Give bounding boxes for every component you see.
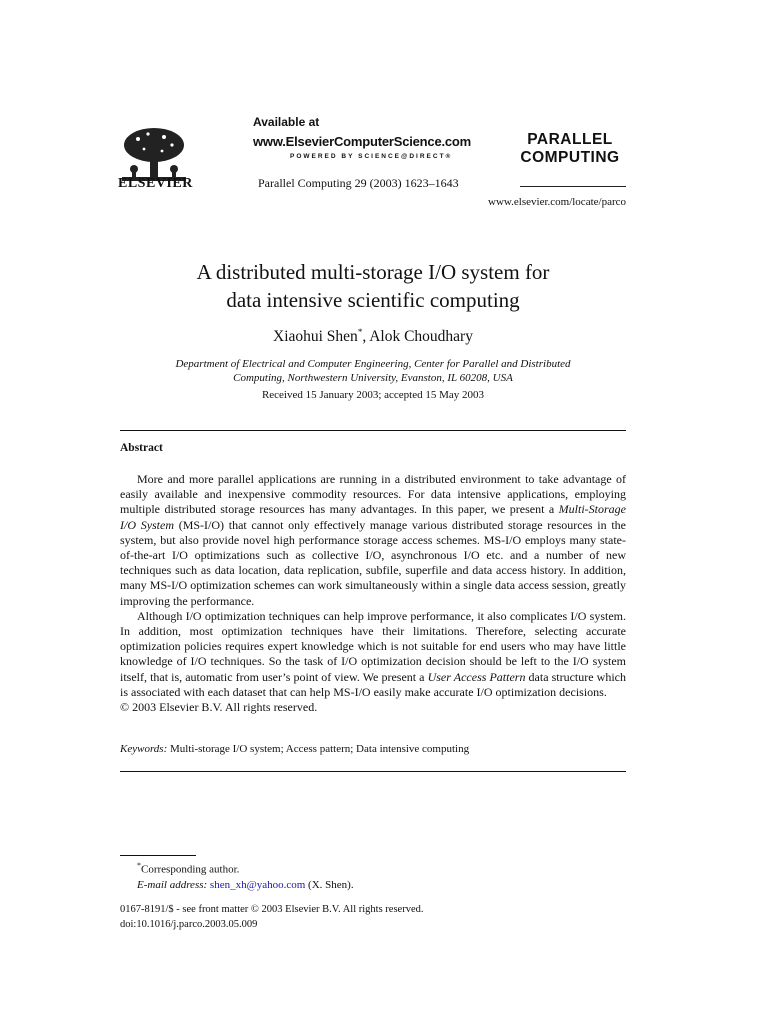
email-label: E-mail address: [137,878,208,891]
abstract-p2-emphasis: User Access Pattern [427,669,526,684]
keywords-text: Multi-storage I/O system; Access pattern; Data intensive computing [167,743,470,755]
abstract-bottom-rule [120,771,626,772]
author-separator: , [362,328,370,346]
abstract-paragraph-1 [120,472,626,609]
journal-name-line2: COMPUTING [520,149,620,166]
abstract-p2-text-b: data structure which is associated with each dataset that can help MS-I/O easily make accurate I/O optimization decisions. [120,669,626,699]
author-affiliation [140,357,606,385]
author-2: Alok Choudhary [369,328,473,346]
corresponding-author-text: Corresponding author. [141,863,240,876]
abstract-paragraph-2 [120,609,626,700]
received-dates: Received 15 January 2003; accepted 15 May 2003 [261,389,485,401]
paper-title-line2: data intensive scientific computing [226,288,520,312]
abstract-p2-text-a: Although I/O optimization techniques can help improve performance, it also complicates I/O system. In addition, most optimization techniques have their limitations. Therefore, selecting accurate optimization policies requires expert knowledge which is not suitable for end users who may have little knowledge of I/O techniques. So the task of I/O optimization decision should be left to the I/O system itself, that is, automatic from user’s point of view. We present a [120,608,626,684]
affiliation-line1: Department of Electrical and Computer Engineering, Center for Parallel and Distributed [175,358,571,370]
email-suffix: (X. Shen). [305,878,354,891]
footnote-rule [120,855,196,856]
footnote-mark: * [137,861,141,870]
corresponding-author-note [120,858,626,878]
paper-title-line1: A distributed multi-storage I/O system for [196,260,550,284]
keywords-label: Keywords: [120,743,168,755]
keywords [120,743,626,755]
corresponding-author-mark[interactable]: * [357,327,363,337]
author-1: Xiaohui Shen [273,328,358,346]
available-at-label: Available at [253,115,320,129]
email-link[interactable]: shen_xh@yahoo.com [209,878,306,891]
author-list [120,327,626,346]
abstract-p1-text-b: (MS-I/O) that cannot only effectively manage various distributed storage resources in the system, but also provide novel high performance storage access schemes. MS-I/O employs many state-of-the-art I/O optimizations such as collective I/O, asynchronous I/O etc. and a number of new techniques such as data location, data replication, subfile, superfile and data access history. In addition, many MS-I/O optimization schemes can work simultaneously within a single data access session, greatly improving the performance. [120,517,626,608]
abstract-heading: Abstract [120,442,163,454]
powered-by-sciencedirect: POWERED BY SCIENCE@DIRECT® [290,153,453,160]
abstract-body [120,472,626,715]
front-matter-info [120,902,626,932]
issn-line: 0167-8191/$ - see front matter © 2003 Elsevier B.V. All rights reserved. [120,904,424,915]
journal-name [505,131,635,167]
available-at-url[interactable]: www.ElsevierComputerScience.com [253,134,472,149]
paper-title [120,258,626,314]
affiliation-line2: Computing, Northwestern University, Evanston, IL 60208, USA [233,372,513,384]
footnote-block [120,858,626,893]
journal-name-underline [520,186,626,187]
doi-line[interactable]: doi:10.1016/j.parco.2003.05.009 [120,919,258,930]
journal-citation: Parallel Computing 29 (2003) 1623–1643 [258,176,459,190]
journal-url[interactable]: www.elsevier.com/locate/parco [488,196,626,208]
journal-name-line1: PARALLEL [527,131,613,148]
abstract-p1-emphasis: Multi-Storage I/O System [120,502,626,532]
publisher-name: ELSEVIER [118,176,193,191]
abstract-p1-text-a: More and more parallel applications are running in a distributed environment to take advantage of easily available and inexpensive commodity resources. For data intensive applications, employing multiple distributed storage resources has many advantages. In this paper, we present a [120,472,626,517]
abstract-top-rule [120,430,626,431]
email-note [120,878,626,893]
abstract-copyright: © 2003 Elsevier B.V. All rights reserved. [120,700,318,715]
